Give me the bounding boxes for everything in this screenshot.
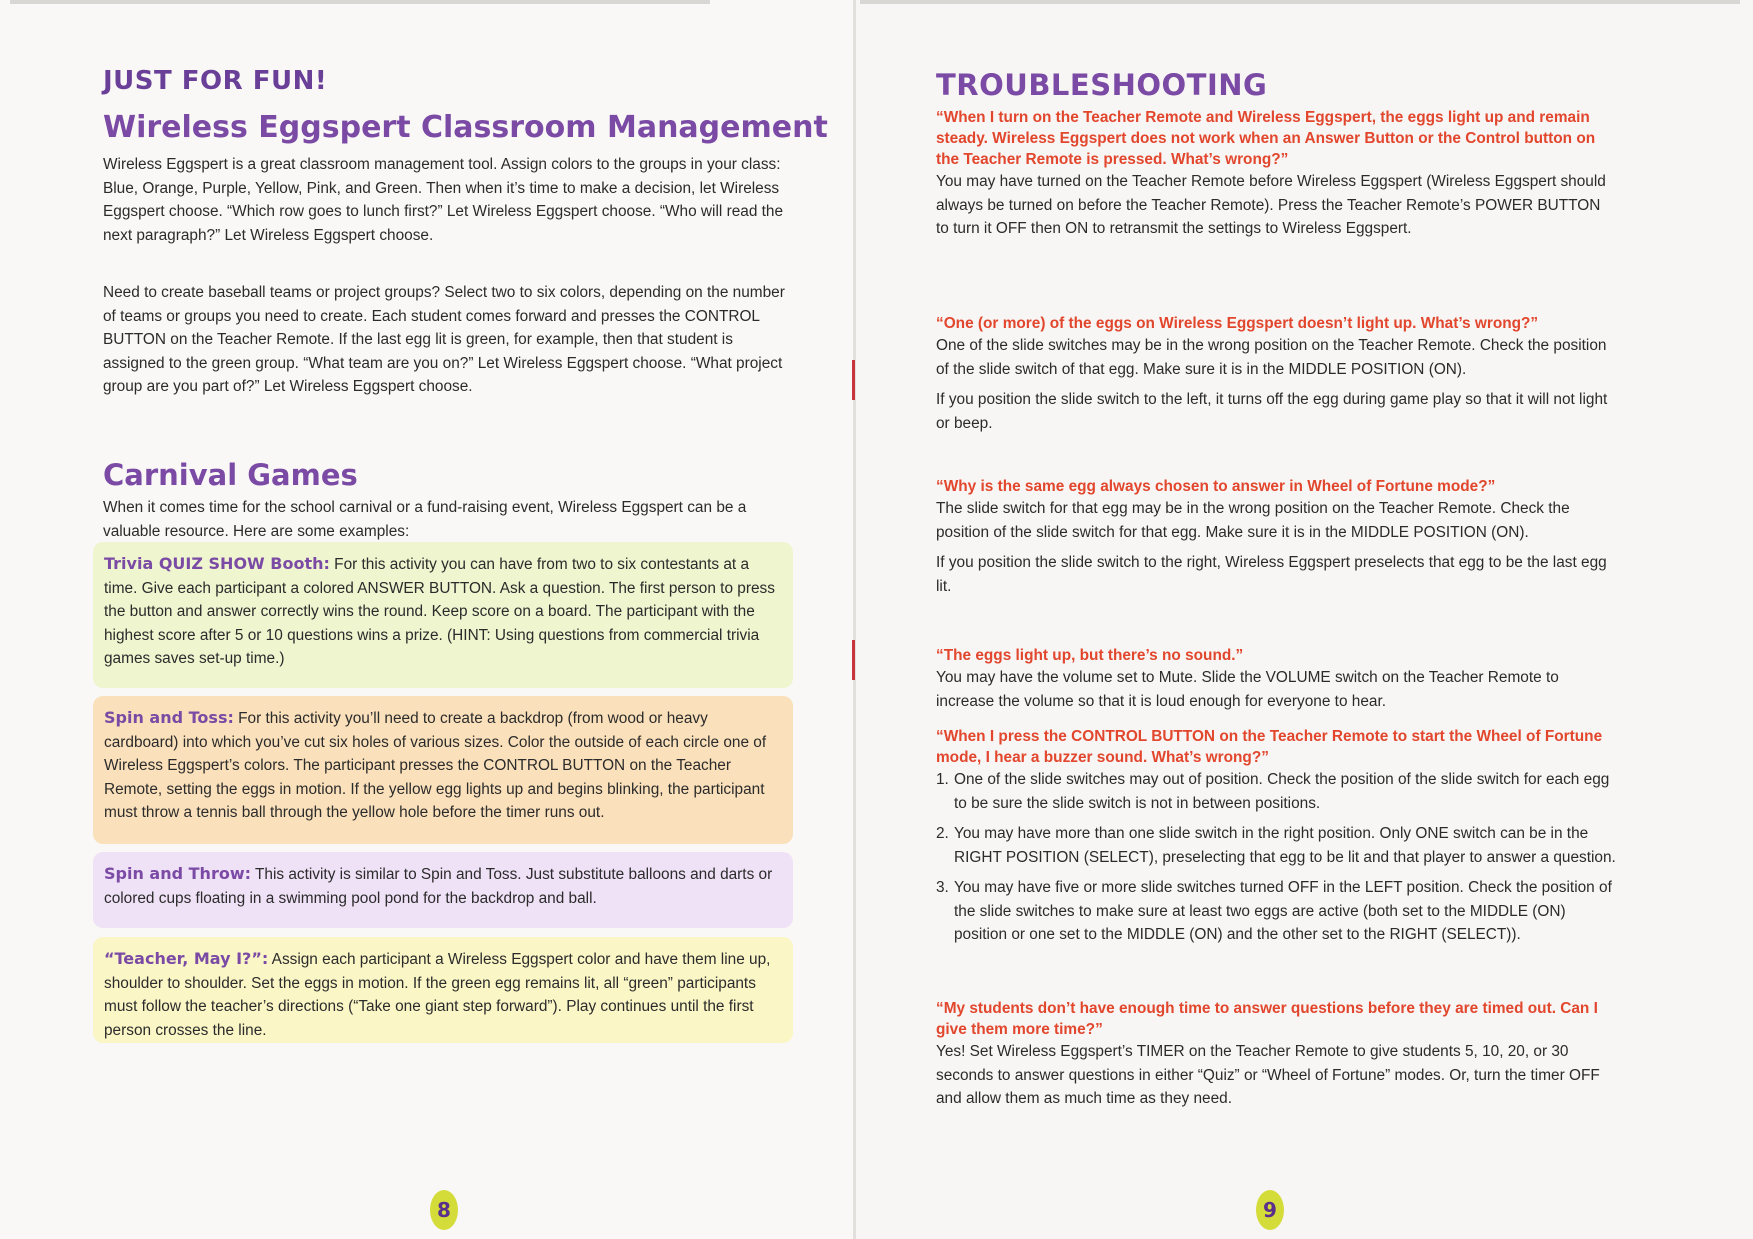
faq-question: “The eggs light up, but there’s no sound.” bbox=[936, 647, 1244, 664]
box-text: For this activity you’ll need to create a backdrop (from wood or heavy cardboard) into which you’ve cut six holes of various sizes. Color the outside of each circle one of Wireless Eggspert’s colors. The participant presses the CONTROL BUTTON on the Teacher Remote, setting the eggs in motion. If the yellow egg lights up and begins blinking, the participant must throw a tennis ball through the yellow hole before the timer runs out. bbox=[104, 710, 767, 821]
trivia-quiz-show-box bbox=[93, 542, 793, 688]
page-number-right: 9 bbox=[1256, 1190, 1284, 1230]
faq-item-5 bbox=[936, 726, 1616, 954]
faq-answer: You may have the volume set to Mute. Slide the VOLUME switch on the Teacher Remote to increase the volume so that it is loud enough for everyone to hear. bbox=[936, 669, 1559, 710]
spin-and-throw-box bbox=[93, 852, 793, 928]
faq-item-3 bbox=[936, 476, 1616, 598]
faq-answer: If you position the slide switch to the right, Wireless Eggspert preselects that egg to be the last egg lit. bbox=[936, 554, 1607, 595]
faq-question: “Why is the same egg always chosen to answer in Wheel of Fortune mode?” bbox=[936, 478, 1496, 495]
faq-item-1 bbox=[936, 107, 1616, 241]
box-lead: Spin and Toss: bbox=[104, 708, 234, 727]
top-edge-left bbox=[10, 0, 710, 4]
list-item: 3. You may have five or more slide switches turned OFF in the LEFT position. Check the position of the slide switches to make sure at least two eggs are active (both set to the MIDDLE (ON) position or one set to the MIDDLE (ON) and the other set to the RIGHT (SELECT)). bbox=[936, 879, 1612, 943]
faq-question: “My students don’t have enough time to answer questions before they are timed out. Can I give them more time?” bbox=[936, 1000, 1598, 1038]
faq-answer: You may have turned on the Teacher Remote before Wireless Eggspert (Wireless Eggspert should always be turned on before the Teacher Remote). Press the Teacher Remote’s POWER BUTTON to turn it OFF then ON to retransmit the settings to Wireless Eggspert. bbox=[936, 173, 1606, 237]
faq-question: “One (or more) of the eggs on Wireless Eggspert doesn’t light up. What’s wrong?” bbox=[936, 315, 1539, 332]
faq-question: “When I press the CONTROL BUTTON on the Teacher Remote to start the Wheel of Fortune mode, I hear a buzzer sound. What’s wrong?” bbox=[936, 728, 1603, 766]
carnival-intro: When it comes time for the school carnival or a fund-raising event, Wireless Eggspert can be a valuable resource. Here are some examples: bbox=[103, 499, 747, 540]
box-text: Assign each participant a Wireless Eggspert color and have them line up, shoulder to shoulder. Set the eggs in motion. If the green egg remains lit, all “green” participants must follow the teacher’s directions (“Take one giant step forward”). Play continues until the first person crosses the line. bbox=[104, 951, 771, 1039]
spin-and-toss-box bbox=[93, 696, 793, 844]
book-spine bbox=[853, 0, 856, 1239]
faq-item-6 bbox=[936, 998, 1616, 1111]
faq-answer-list bbox=[936, 768, 1616, 947]
faq-answer: The slide switch for that egg may be in the wrong position on the Teacher Remote. Check the position of the slide switch for that egg. Make sure it is in the MIDDLE POSITION (ON). bbox=[936, 500, 1570, 541]
list-item: 1. One of the slide switches may out of position. Check the position of the slide switch for each egg to be sure the slide switch is not in between positions. bbox=[936, 771, 1610, 812]
box-text: This activity is similar to Spin and Toss. Just substitute balloons and darts or colored cups floating in a swimming pool pond for the backdrop and ball. bbox=[104, 866, 773, 907]
teacher-may-i-box bbox=[93, 937, 793, 1043]
faq-answer: If you position the slide switch to the left, it turns off the egg during game play so that it will not light or beep. bbox=[936, 391, 1608, 432]
box-lead: Trivia QUIZ SHOW Booth: bbox=[104, 554, 330, 573]
spine-mark bbox=[852, 360, 855, 400]
spine-mark bbox=[852, 640, 855, 680]
page-number-left: 8 bbox=[430, 1190, 458, 1230]
box-text: For this activity you can have from two to six contestants at a time. Give each participant a colored ANSWER BUTTON. Ask a question. The first person to press the button and answer correctly wins the round. Keep score on a board. The participant with the highest score after 5 or 10 questions wins a prize. (HINT: Using questions from commercial trivia games saves set-up time.) bbox=[104, 556, 775, 667]
troubleshooting-heading: TROUBLESHOOTING bbox=[936, 68, 1268, 102]
intro-paragraph-2: Need to create baseball teams or project groups? Select two to six colors, depending on the number of teams or groups you need to create. Each student comes forward and presses the CONTROL BUTTON on the Teacher Remote. If the last egg lit is green, for example, then that student is assigned to the green group. “What team are you on?” Let Wireless Eggspert choose. “What project group are you part of?” Let Wireless Eggspert choose. bbox=[103, 284, 785, 395]
faq-answer: Yes! Set Wireless Eggspert’s TIMER on the Teacher Remote to give students 5, 10, 20, or 30 seconds to answer questions in either “Quiz” or “Wheel of Fortune” modes. Or, turn the timer OFF and allow them as much time as they need. bbox=[936, 1043, 1600, 1107]
box-lead: Spin and Throw: bbox=[104, 864, 251, 883]
page-title: Wireless Eggspert Classroom Management bbox=[103, 110, 828, 145]
faq-item-2 bbox=[936, 313, 1616, 435]
list-item: 2. You may have more than one slide switch in the right position. Only ONE switch can be in the RIGHT POSITION (SELECT), preselecting that egg to be lit and that player to answer a question. bbox=[936, 825, 1616, 866]
faq-item-4 bbox=[936, 645, 1616, 713]
carnival-games-heading: Carnival Games bbox=[103, 458, 358, 492]
section-kicker: JUST FOR FUN! bbox=[103, 66, 328, 96]
top-edge-right bbox=[860, 0, 1740, 4]
faq-question: “When I turn on the Teacher Remote and Wireless Eggspert, the eggs light up and remain steady. Wireless Eggspert does not work when an Answer Button or the Control button on the Teacher Remote is pressed. What’s wrong?” bbox=[936, 109, 1596, 168]
faq-answer: One of the slide switches may be in the wrong position on the Teacher Remote. Check the position of the slide switch of that egg. Make sure it is in the MIDDLE POSITION (ON). bbox=[936, 337, 1607, 378]
box-lead: “Teacher, May I?”: bbox=[104, 949, 269, 968]
intro-paragraph-1: Wireless Eggspert is a great classroom management tool. Assign colors to the groups in your class: Blue, Orange, Purple, Yellow, Pink, and Green. Then when it’s time to make a decision, let Wireless Eggspert choose. “Which row goes to lunch first?” Let Wireless Eggspert choose. “Who will read the next paragraph?” Let Wireless Eggspert choose. bbox=[103, 156, 784, 244]
